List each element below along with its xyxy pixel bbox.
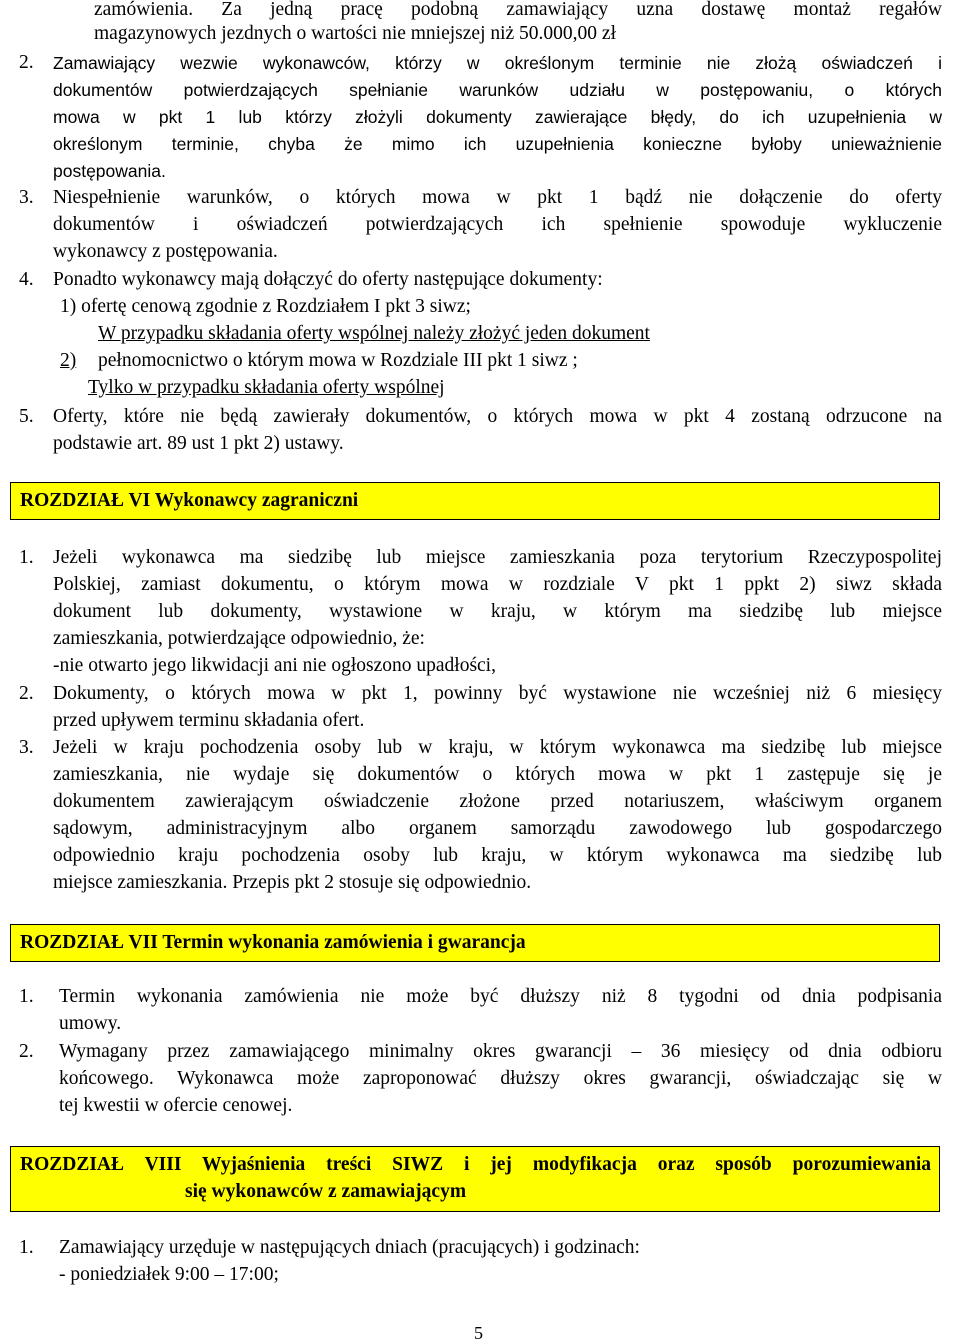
text-line: postępowania.	[53, 161, 166, 181]
text-line: podstawie art. 89 ust 1 pkt 2) ustawy.	[53, 433, 344, 454]
text-line: Oferty, które nie będą zawierały dokumentów, o których mowa w pkt 4 zostaną odrzucone na	[53, 406, 942, 427]
list-number: 1.	[19, 1237, 34, 1258]
list-number: 4.	[19, 269, 34, 290]
chapter-heading-box	[10, 1146, 940, 1212]
text-line: Zamawiający urzęduje w następujących dniach (pracujących) i godzinach:	[59, 1237, 640, 1258]
sub-item: pełnomocnictwo o którym mowa w Rozdziale III pkt 1 siwz ;	[98, 350, 578, 371]
sub-item-number: 2)	[60, 350, 77, 371]
list-number: 3.	[19, 187, 34, 208]
text-line: dokumentów potwierdzających spełnianie warunków udziału w postępowaniu, o których	[53, 80, 942, 100]
text-line: tej kwestii w ofercie cenowej.	[59, 1095, 293, 1116]
text-line: określonym terminie, chyba że mimo ich uzupełnienia konieczne byłoby unieważnienie	[53, 134, 942, 154]
text-line: dokumentem zawierającym oświadczenie złożone przed notariuszem, właściwym organem	[53, 791, 942, 812]
text-line: Ponadto wykonawcy mają dołączyć do oferty następujące dokumenty:	[53, 269, 603, 290]
text-line: magazynowych jezdnych o wartości nie mniejszej niż 50.000,00 zł	[94, 23, 617, 44]
text-line: umowy.	[59, 1013, 122, 1034]
list-number: 2.	[19, 683, 34, 704]
text-line: -nie otwarto jego likwidacji ani nie ogłoszono upadłości,	[53, 655, 496, 676]
chapter-heading: ROZDZIAŁ VII Termin wykonania zamówienia i gwarancja	[20, 932, 526, 953]
chapter-heading-continued: się wykonawców z zamawiającym	[185, 1181, 467, 1202]
text-line: Polskiej, zamiast dokumentu, o którym mowa w rozdziale V pkt 1 ppkt 2) siwz składa	[53, 574, 942, 595]
list-number: 1.	[19, 986, 34, 1007]
text-line: Jeżeli w kraju pochodzenia osoby lub w kraju, w którym wykonawca ma siedzibę lub miejsce	[53, 737, 942, 758]
text-line: Niespełnienie warunków, o których mowa w pkt 1 bądź nie dołączenie do oferty	[53, 187, 942, 208]
text-line: wykonawcy z postępowania.	[53, 241, 278, 262]
text-line: zamieszkania, potwierdzające odpowiednio, że:	[53, 628, 425, 649]
text-line: Jeżeli wykonawca ma siedzibę lub miejsce zamieszkania poza terytorium Rzeczypospolitej	[53, 547, 942, 568]
text-line: przed upływem terminu składania ofert.	[53, 710, 365, 731]
text-line: zamieszkania, nie wydaje się dokumentów o których mowa w pkt 1 zastępuje się je	[53, 764, 942, 785]
text-line: miejsce zamieszkania. Przepis pkt 2 stosuje się odpowiednio.	[53, 872, 532, 893]
note-underlined: Tylko w przypadku składania oferty wspólnej	[88, 377, 445, 398]
chapter-heading: ROZDZIAŁ VIII Wyjaśnienia treści SIWZ i jej modyfikacja oraz sposób porozumiewania	[20, 1154, 931, 1175]
list-number: 2.	[19, 1041, 34, 1062]
list-number: 3.	[19, 737, 34, 758]
text-line: zamówienia. Za jedną pracę podobną zamawiający uzna dostawę montaż regałów	[94, 0, 942, 20]
note-underlined: W przypadku składania oferty wspólnej należy złożyć jeden dokument	[98, 323, 650, 344]
text-line: - poniedziałek 9:00 – 17:00;	[59, 1264, 279, 1285]
sub-item: 1) ofertę cenową zgodnie z Rozdziałem I pkt 3 siwz;	[60, 296, 471, 317]
text-line: odpowiednio kraju pochodzenia osoby lub kraju, w którym wykonawca ma siedzibę lub	[53, 845, 942, 866]
chapter-heading: ROZDZIAŁ VI Wykonawcy zagraniczni	[20, 490, 359, 511]
chapter-heading-box	[10, 924, 940, 962]
text-line: końcowego. Wykonawca może zaproponować dłuższy okres gwarancji, oświadczając się w	[59, 1068, 942, 1089]
text-line: sądowym, administracyjnym albo organem samorządu zawodowego lub gospodarczego	[53, 818, 942, 839]
text-line: mowa w pkt 1 lub którzy złożyli dokumenty zawierające błędy, do ich uzupełnienia w	[53, 107, 942, 127]
page-number: 5	[474, 1323, 483, 1343]
list-number: 5.	[19, 406, 34, 427]
text-line: Wymagany przez zamawiającego minimalny okres gwarancji – 36 miesięcy od dnia odbioru	[59, 1041, 942, 1062]
text-line: Termin wykonania zamówienia nie może być dłuższy niż 8 tygodni od dnia podpisania	[59, 986, 942, 1007]
list-number: 1.	[19, 547, 34, 568]
list-number: 2.	[19, 52, 34, 73]
text-line: Dokumenty, o których mowa w pkt 1, powinny być wystawione nie wcześniej niż 6 miesięcy	[53, 683, 942, 704]
text-line: dokumentów i oświadczeń potwierdzających ich spełnienie spowoduje wykluczenie	[53, 214, 942, 235]
text-line: dokument lub dokumenty, wystawione w kraju, w którym ma siedzibę lub miejsce	[53, 601, 942, 622]
text-line: Zamawiający wezwie wykonawców, którzy w określonym terminie nie złożą oświadczeń i	[53, 53, 942, 73]
chapter-heading-box	[10, 482, 940, 520]
